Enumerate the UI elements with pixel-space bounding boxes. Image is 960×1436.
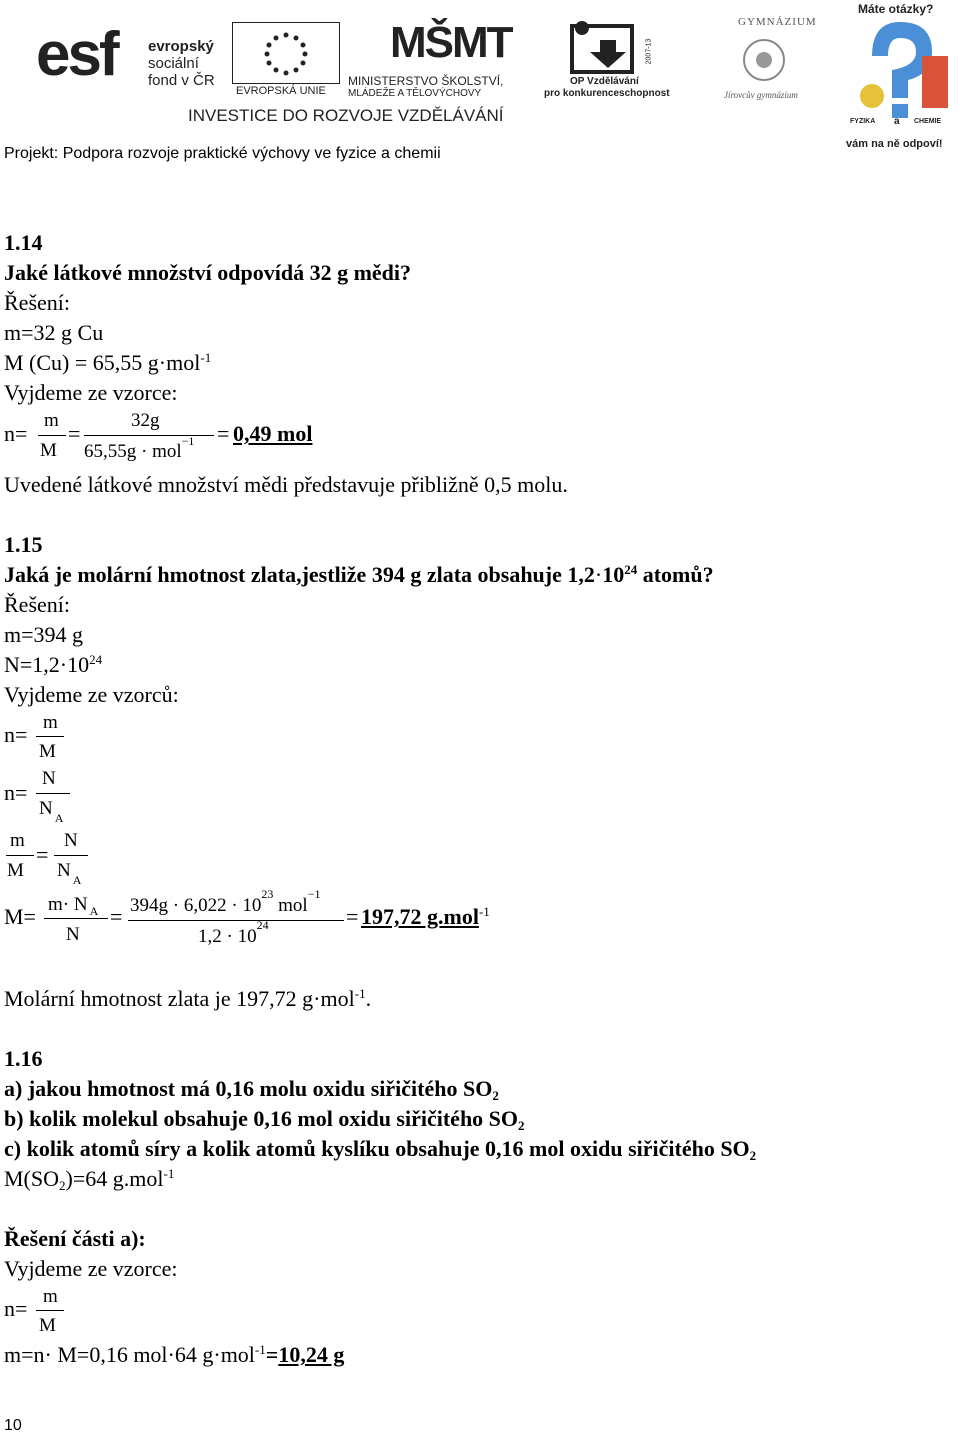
equals-sign-2: = <box>217 421 230 446</box>
frac-m: m <box>43 712 58 733</box>
given-count-text: N=1,2·10 <box>4 652 90 677</box>
formula-label-1-16: Vyjdeme ze vzorce: <box>4 1256 178 1281</box>
question-a-text: a) jakou hmotnost má 0,16 molu oxidu siřičitého SO <box>4 1076 493 1101</box>
given-molar-mass-sup: -1 <box>200 350 212 365</box>
eu-stars-icon <box>233 23 339 83</box>
gymnazium-logo <box>716 12 817 108</box>
question-top: Máte otázky? <box>858 2 934 16</box>
question-1-15-text: Jaká je molární hmotnost zlata,jestliže 394 g zlata obsahuje 1,2 <box>4 562 595 587</box>
solution-label-1-15: Řešení: <box>4 592 70 617</box>
equals-sign: = <box>110 904 123 929</box>
denominator-text: 65,55g · mol <box>84 441 182 462</box>
question-c-text: c) kolik atomů síry a kolik atomů kyslíku obsahuje 0,16 mol oxidu siřičitého SO <box>4 1136 750 1161</box>
esf-text-3: fond v ČR <box>148 72 215 89</box>
question-b-text: b) kolik molekul obsahuje 0,16 mol oxidu siřičitého SO <box>4 1106 519 1131</box>
header-logos <box>0 0 960 160</box>
denominator <box>84 434 195 463</box>
n-equals: n= <box>4 421 28 446</box>
conclusion-1-15 <box>4 986 371 1012</box>
NA-N: N <box>39 798 53 819</box>
n-equals: n= <box>4 780 28 805</box>
frac-N: N <box>42 768 56 789</box>
NA-sub: A <box>54 811 64 825</box>
frac-M: M <box>39 741 56 762</box>
conclusion-1-14: Uvedené látkové množství mědi představuje přibližně 0,5 molu. <box>4 472 568 497</box>
fraction-line <box>6 855 34 856</box>
given-count-1-15 <box>4 652 102 678</box>
equals-sign-2: = <box>346 904 359 929</box>
question-a-sub: 2 <box>492 1088 499 1103</box>
formula-n-mM-1-16 <box>4 1286 124 1342</box>
numerator-right-text: 394g · 6,022 · 10 <box>130 895 262 916</box>
gymnazium-sub: Jírovcův gymnázium <box>724 90 798 100</box>
conclusion-1-15-sup: -1 <box>354 986 366 1001</box>
section-number-1-14: 1.14 <box>4 230 43 255</box>
fraction-line <box>128 920 344 921</box>
question-1-16-b <box>4 1106 525 1132</box>
msmt-logo <box>348 16 538 100</box>
given-mass-1-14: m=32 g Cu <box>4 320 104 345</box>
fraction-line <box>54 855 88 856</box>
frac-NA <box>57 860 82 887</box>
conclusion-1-15-end: . <box>365 986 372 1011</box>
formula-M-1-15 <box>4 887 624 952</box>
msmt-mark: MŠMT <box>390 18 512 67</box>
frac-N: N <box>64 830 78 851</box>
question-badge <box>842 0 960 160</box>
fraction-line <box>84 435 214 436</box>
solution-label-1-14: Řešení: <box>4 290 70 315</box>
molar-mass-so2-sup: -1 <box>163 1166 175 1181</box>
question-b-sub: 2 <box>518 1118 525 1133</box>
numerator-32g: 32g <box>131 410 160 431</box>
msmt-line2: MLÁDEŽE A TĚLOVÝCHOVY <box>348 88 482 99</box>
n-equals: n= <box>4 1296 28 1321</box>
eu-label: EVROPSKÁ UNIE <box>236 85 326 97</box>
eu-logo <box>232 22 340 100</box>
formula-n-mM <box>4 712 124 768</box>
calc-1-16 <box>4 1342 344 1368</box>
formula-equality <box>4 830 124 886</box>
question-1-15: Jaká je molární hmotnost zlata,jestliže 394 g zlata obsahuje $1,2\cdot 10^{24}$ atomů? <box>4 562 714 587</box>
question-c-sub: 2 <box>749 1148 757 1163</box>
solution-label-1-16a: Řešení části a): <box>4 1226 146 1251</box>
calc-text: m=n· M=0,16 mol·64 g·mol <box>4 1342 255 1367</box>
frac-M: M <box>39 1315 56 1336</box>
formula-label-1-14: Vyjdeme ze vzorce: <box>4 380 178 405</box>
result-1-15 <box>361 904 490 930</box>
numerator-left <box>48 894 99 918</box>
project-line: Projekt: Podpora rozvoje praktické výchovy ve fyzice a chemii <box>4 145 441 162</box>
frac-M: M <box>40 440 57 461</box>
fraction-line <box>38 435 66 436</box>
frac-m: m <box>44 410 59 431</box>
fraction-line <box>36 736 64 737</box>
given-molar-mass-1-14 <box>4 350 211 376</box>
question-chemie: CHEMIE <box>914 118 942 125</box>
gymnazium-arc-text: GYMNÁZIUM <box>738 16 817 28</box>
denominator-sup: −1 <box>181 434 195 448</box>
frac-m: m <box>43 1286 58 1307</box>
esf-text-1: evropský <box>148 38 214 55</box>
conclusion-1-15-text: Molární hmotnost zlata je 197,72 g·mol <box>4 986 355 1011</box>
denominator-left: N <box>66 924 80 945</box>
question-1-14: Jaké látkové množství odpovídá 32 g mědi? <box>4 260 412 285</box>
calc-sup: -1 <box>254 1342 266 1357</box>
numerator-right <box>130 887 321 917</box>
given-count-sup: 24 <box>89 652 103 667</box>
numerator-right-sup: 23 <box>261 887 274 901</box>
question-mark-icon <box>842 16 960 126</box>
eu-flag <box>232 22 340 84</box>
molar-mass-so2-a: M(SO <box>4 1166 60 1191</box>
NA-sub: A <box>89 904 99 918</box>
question-1-15-sup: 24 <box>624 562 638 577</box>
molar-mass-so2-sub: 2 <box>59 1178 66 1193</box>
fraction-line <box>36 793 70 794</box>
result-1-14: 0,49 mol <box>233 421 313 446</box>
op-logo <box>544 18 670 100</box>
denominator-right-text: 1,2 · 10 <box>198 926 257 947</box>
equals-sign: = <box>68 421 81 446</box>
numerator-right-unit: mol <box>278 895 308 916</box>
op-line2: pro konkurenceschopnost <box>544 88 670 99</box>
result-1-15-text: 197,72 g.mol <box>361 904 479 929</box>
numerator-left-text: m· N <box>48 894 88 915</box>
esf-letters: esf <box>36 20 117 89</box>
fraction-line <box>36 1310 64 1311</box>
op-line1: OP Vzdělávání <box>570 76 639 87</box>
op-arrow-icon <box>564 18 644 78</box>
question-a: a <box>894 116 900 127</box>
question-1-15-pow: 10 <box>602 562 625 587</box>
result-1-16: 10,24 g <box>278 1342 345 1367</box>
op-tag: 2007-13 <box>645 38 653 65</box>
question-bottom: vám na ně odpoví! <box>846 138 943 150</box>
msmt-line1: MINISTERSTVO ŠKOLSTVÍ, <box>348 74 504 88</box>
NA-N: N <box>57 860 71 881</box>
denominator-right <box>198 918 269 948</box>
molar-mass-so2-b: )=64 g.mol <box>65 1166 164 1191</box>
formula-label-1-15: Vyjdeme ze vzorců: <box>4 682 179 707</box>
NA-sub: A <box>72 873 82 887</box>
denominator-right-sup: 24 <box>256 918 269 932</box>
result-1-15-sup: -1 <box>478 904 490 919</box>
question-1-15-end: atomů? <box>637 562 714 587</box>
calc-equals: = <box>265 1342 279 1367</box>
esf-logo <box>36 20 226 98</box>
investice-label: INVESTICE DO ROZVOJE VZDĚLÁVÁNÍ <box>188 106 504 125</box>
section-number-1-16: 1.16 <box>4 1046 43 1071</box>
molar-mass-so2 <box>4 1166 174 1192</box>
question-1-16-c <box>4 1136 756 1162</box>
frac-M: M <box>7 860 24 881</box>
question-fyzika: FYZIKA <box>850 118 876 125</box>
frac-NA <box>39 798 64 825</box>
formula-1-14 <box>4 410 364 470</box>
n-equals: n= <box>4 722 28 747</box>
frac-m: m <box>10 830 25 851</box>
given-molar-mass-text: M (Cu) = 65,55 g·mol <box>4 350 201 375</box>
section-number-1-15: 1.15 <box>4 532 43 557</box>
M-equals: M= <box>4 904 36 929</box>
given-mass-1-15: m=394 g <box>4 622 84 647</box>
formula-n-NNA <box>4 768 124 824</box>
question-1-16-a <box>4 1076 499 1102</box>
page-number: 10 <box>4 1417 22 1434</box>
esf-text-2: sociální <box>148 55 199 72</box>
equals-sign: = <box>36 842 49 867</box>
fraction-line <box>44 918 108 919</box>
numerator-right-sup2: −1 <box>307 887 321 901</box>
